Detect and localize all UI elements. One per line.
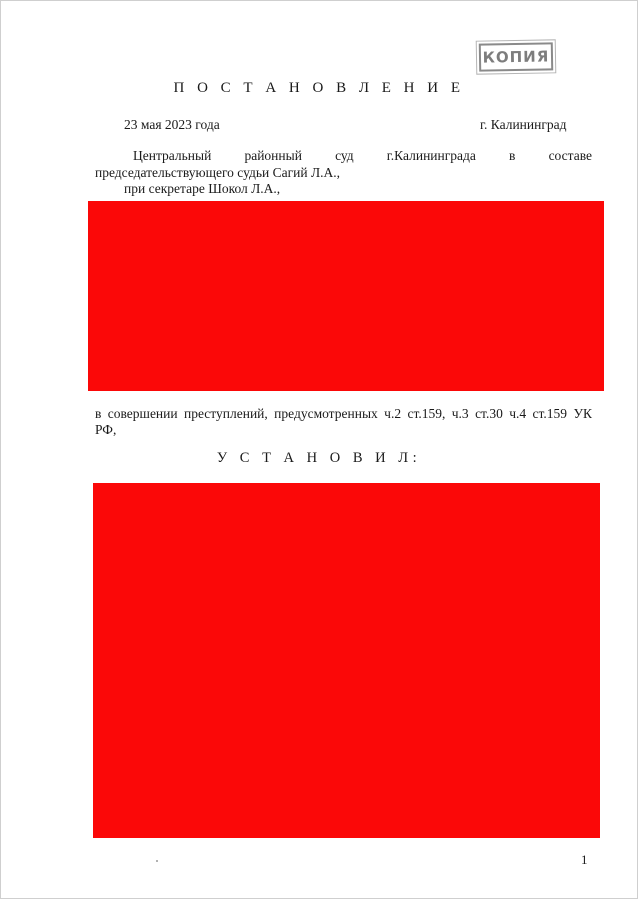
crime-word: УК — [573, 406, 592, 421]
redaction-block — [93, 483, 600, 838]
court-word: составе — [548, 148, 592, 163]
crime-line-2: РФ, — [95, 422, 117, 437]
crime-word: ч.4 — [509, 406, 527, 421]
redaction-block — [88, 201, 604, 391]
secretary-line: при секретаре Шокол Л.А., — [124, 181, 281, 196]
court-word: суд — [335, 148, 354, 163]
crime-word: ч.2 — [384, 406, 402, 421]
crime-word: предусмотренных — [274, 406, 378, 421]
court-line-2: председательствующего судьи Сагий Л.А., — [95, 165, 341, 180]
scan-speck — [156, 860, 158, 862]
document-title: П О С Т А Н О В Л Е Н И Е — [173, 80, 465, 96]
court-word: районный — [244, 148, 302, 163]
court-word: г.Калининграда — [386, 148, 476, 163]
section-heading: У С Т А Н О В И Л: — [216, 450, 422, 466]
crime-line-1 — [95, 406, 592, 422]
crime-word: совершении — [107, 406, 178, 421]
page-number: 1 — [581, 852, 588, 867]
court-line-1 — [95, 148, 592, 164]
document-city: г. Калининград — [480, 117, 567, 132]
copy-stamp-text: КОПИЯ — [482, 47, 550, 67]
document-date: 23 мая 2023 года — [124, 117, 220, 132]
copy-stamp — [479, 42, 553, 71]
crime-word: в — [95, 406, 102, 421]
crime-word: ч.3 — [451, 406, 469, 421]
court-word: Центральный — [133, 148, 212, 163]
court-word: в — [509, 148, 516, 163]
crime-word: ст.159 — [532, 406, 568, 421]
crime-word: ст.30 — [475, 406, 503, 421]
crime-word: ст.159, — [407, 406, 446, 421]
crime-word: преступлений, — [184, 406, 268, 421]
